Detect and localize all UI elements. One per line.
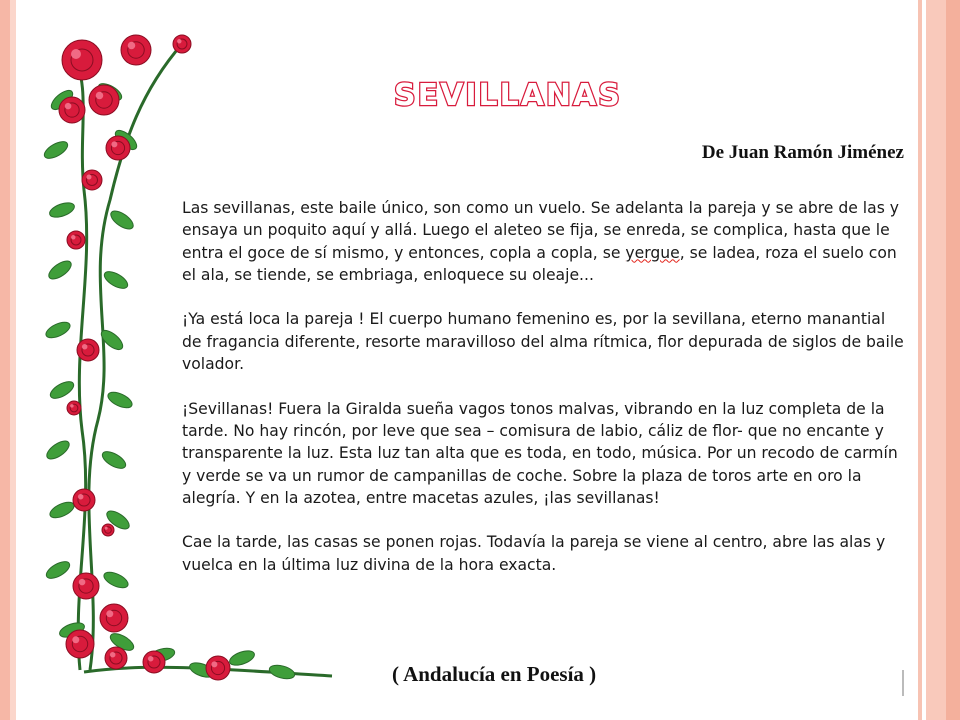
rose-petal [121, 35, 151, 65]
rose-highlight [79, 579, 86, 586]
rose-highlight [177, 39, 182, 44]
rose-highlight [70, 404, 74, 408]
rose-petal [73, 573, 99, 599]
slide-border-left [0, 0, 16, 720]
slide-border-right [916, 0, 960, 720]
rose-petal [173, 35, 191, 53]
leaf-icon [106, 389, 135, 411]
rose-highlight [78, 494, 84, 500]
rose-highlight [106, 610, 113, 617]
rose-highlight [82, 344, 88, 350]
rose-highlight [105, 527, 108, 530]
rose-icon [173, 35, 191, 53]
leaf-icon [44, 319, 73, 341]
rose-icon [67, 231, 85, 249]
rose-icon [73, 489, 95, 511]
rose-petal [206, 656, 230, 680]
paragraph-2: ¡Ya está loca la pareja ! El cuerpo humano femenino es, por la sevillana, eterno manantial de fragancia diferente, resorte maravilloso del alma rítmica, flor depurada de siglos de baile volador. [182, 310, 904, 374]
spellcheck-flagged-word: yergue [625, 243, 680, 262]
rose-icon [106, 136, 130, 160]
rose-petal [82, 170, 102, 190]
source-footer: ( Andalucía en Poesía ) [392, 662, 597, 686]
poem-card [32, 30, 906, 700]
rose-petal [67, 401, 81, 415]
rose-highlight [71, 235, 76, 240]
leaf-icon [102, 268, 131, 291]
rose-highlight [128, 42, 136, 50]
rose-highlight [96, 92, 104, 100]
rose-highlight [72, 636, 79, 643]
rose-petal [143, 651, 165, 673]
rose-petal [105, 647, 127, 669]
leaf-icon [228, 648, 257, 668]
rose-icon [77, 339, 99, 361]
rose-highlight [71, 49, 81, 59]
rose-icon [206, 656, 230, 680]
leaf-icon [48, 200, 77, 220]
leaf-icon [46, 258, 74, 283]
rose-petal [106, 136, 130, 160]
leaf-icon [42, 138, 71, 161]
poem-body [182, 197, 906, 576]
rose-highlight [65, 103, 72, 110]
leaf-icon [102, 569, 131, 591]
poem-title: SEVILLANAS [394, 78, 622, 113]
paragraph-1-start: Las sevillanas, este baile único, son como un vuelo. Se adelanta la pareja y se abre de las y ensaya un poquito aquí y allá. Luego el aleteo se fija, se enreda, se complica, hasta que le entra el goce de sí mismo, y entonces, copla a copla, se [182, 199, 900, 262]
rose-icon [105, 647, 127, 669]
rose-icon [102, 524, 114, 536]
rose-icon [59, 97, 85, 123]
rose-highlight [110, 652, 116, 658]
leaf-icon [268, 663, 296, 681]
vine-stem [89, 44, 182, 670]
rose-icon [143, 651, 165, 673]
rose-icon [73, 573, 99, 599]
rose-highlight [87, 175, 92, 180]
rose-highlight [148, 656, 154, 662]
edge-mark [902, 670, 904, 696]
rose-icon [100, 604, 128, 632]
rose-icon [66, 630, 94, 658]
rose-highlight [111, 141, 117, 147]
leaf-icon [44, 438, 72, 463]
rose-petal [62, 40, 102, 80]
rose-petal [89, 85, 119, 115]
rose-icon [89, 85, 119, 115]
paragraph-3: ¡Sevillanas! Fuera la Giralda sueña vagos tonos malvas, vibrando en la luz completa de la tarde. No hay rincón, por leve que sea – comisura de labio, cáliz de flor- que no encante y transparente la luz. Esta luz tan alta que es toda, en todo, música. Por un recodo de carmín y verde se va un rumor de campanillas de coche. Sobre la plaza de toros arte en oro la alegría. Y en la azotea, entre macetas azules, ¡las sevillanas! [182, 399, 898, 507]
author-line: De Juan Ramón Jiménez [701, 142, 904, 163]
leaf-icon [100, 448, 129, 471]
rose-petal [73, 489, 95, 511]
leaf-icon [44, 558, 73, 581]
rose-icon [62, 40, 102, 80]
rose-petal [66, 630, 94, 658]
rose-petal [102, 524, 114, 536]
rose-petal [100, 604, 128, 632]
paragraph-4: Cae la tarde, las casas se ponen rojas. Todavía la pareja se viene al centro, abre las alas y vuelca en la última luz divina de la hora exacta. [182, 533, 886, 574]
paragraph-1 [182, 197, 906, 286]
rose-icon [67, 401, 81, 415]
leaf-icon [48, 499, 77, 521]
rose-petal [77, 339, 99, 361]
paragraph-1-end: , se ladea, roza el suelo con el ala, se tiende, se embriaga, enloquece su oleaje... [182, 243, 897, 284]
rose-petal [67, 231, 85, 249]
rose-icon [121, 35, 151, 65]
leaf-icon [48, 378, 77, 401]
rose-highlight [211, 661, 217, 667]
rose-icon [82, 170, 102, 190]
leaf-icon [108, 208, 136, 233]
rose-petal [59, 97, 85, 123]
